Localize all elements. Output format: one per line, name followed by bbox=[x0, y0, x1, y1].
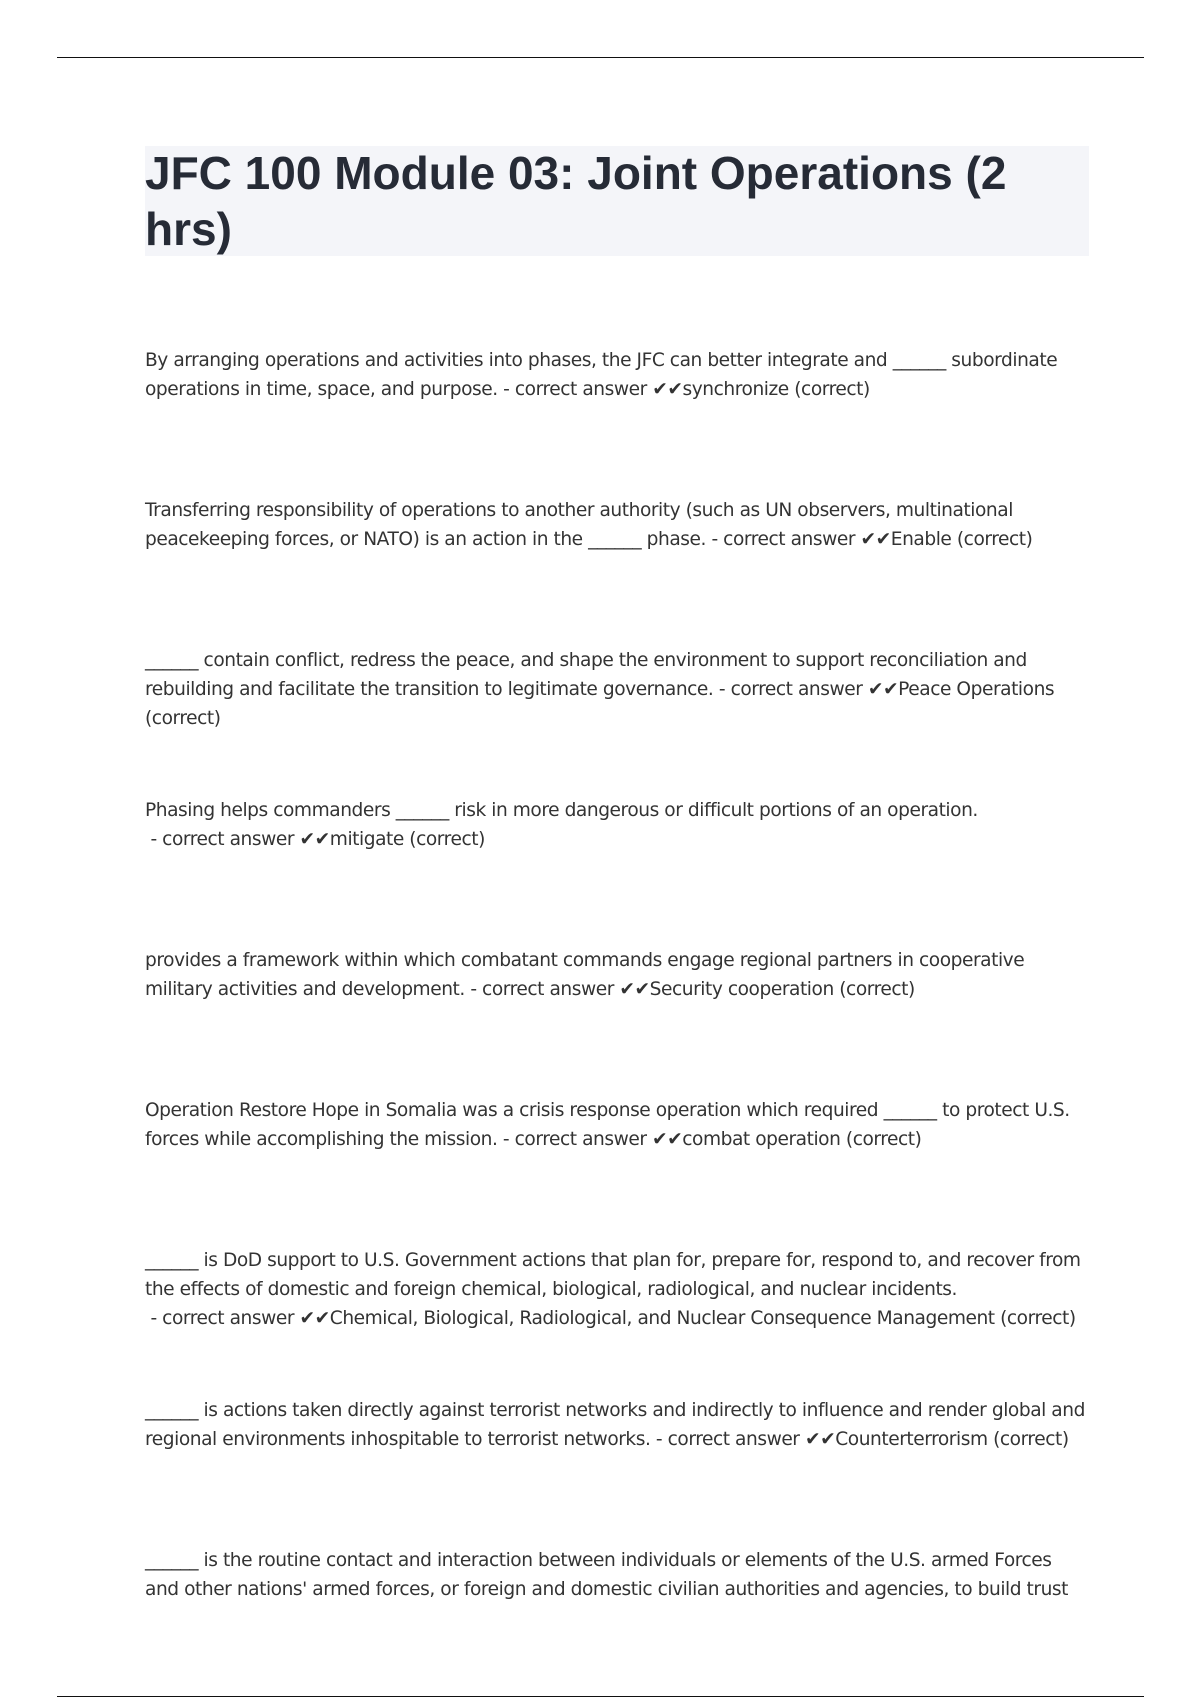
answer-separator: - correct answer bbox=[650, 1429, 805, 1450]
answer-text: mitigate (correct) bbox=[329, 829, 485, 850]
question-text: ______ is the routine contact and interaction between individuals or elements of the U.S. armed Forces and other nations' armed forces, or foreign and domestic civilian authorities and agencies, to build trust bbox=[145, 1550, 1069, 1600]
question-item-7 bbox=[145, 1246, 1085, 1396]
check-mark-icon: ✔✔ bbox=[619, 979, 650, 1000]
check-mark-icon: ✔✔ bbox=[867, 679, 899, 700]
answer-separator: - correct answer bbox=[145, 1308, 300, 1329]
check-mark-icon: ✔✔ bbox=[804, 1429, 836, 1450]
question-text: Transferring responsibility of operations to another authority (such as UN observers, multinational peacekeeping forces, or NATO) is an action in the ______ phase. bbox=[145, 500, 1013, 550]
answer-text: synchronize (correct) bbox=[682, 379, 870, 400]
question-text: Operation Restore Hope in Somalia was a crisis response operation which required ______ to protect U.S. forces while accomplishing the mission. bbox=[145, 1100, 1070, 1150]
question-text: ______ contain conflict, redress the peace, and shape the environment to support reconciliation and rebuilding and facilitate the transition to legitimate governance. bbox=[145, 650, 1027, 700]
answer-separator: - correct answer bbox=[497, 1129, 652, 1150]
check-mark-icon: ✔✔ bbox=[299, 1308, 330, 1329]
question-text: Phasing helps commanders ______ risk in more dangerous or difficult portions of an operation. bbox=[145, 800, 978, 821]
question-item-9 bbox=[145, 1546, 1085, 1696]
answer-separator: - correct answer bbox=[145, 829, 300, 850]
answer-text: Enable (correct) bbox=[890, 529, 1033, 550]
question-item-4 bbox=[145, 796, 1085, 946]
question-list bbox=[145, 346, 1085, 1696]
check-mark-icon: ✔✔ bbox=[860, 529, 891, 550]
check-mark-icon: ✔✔ bbox=[651, 1129, 683, 1150]
question-text: ______ is actions taken directly against terrorist networks and indirectly to influence and render global and regional environments inhospitable to terrorist networks. bbox=[145, 1400, 1085, 1450]
answer-text: Chemical, Biological, Radiological, and Nuclear Consequence Management (correct) bbox=[329, 1308, 1076, 1329]
answer-separator: - correct answer bbox=[497, 379, 653, 400]
question-text: By arranging operations and activities into phases, the JFC can better integrate and ______ subordinate operations in time, space, and purpose. bbox=[145, 350, 1058, 400]
check-mark-icon: ✔✔ bbox=[299, 829, 330, 850]
question-item-2 bbox=[145, 496, 1085, 646]
question-item-6 bbox=[145, 1096, 1085, 1246]
question-text: ______ is DoD support to U.S. Government actions that plan for, prepare for, respond to, and recover from the effects of domestic and foreign chemical, biological, radiological, and nuclear incidents. bbox=[145, 1250, 1081, 1300]
answer-text: Counterterrorism (correct) bbox=[835, 1429, 1069, 1450]
question-item-1 bbox=[145, 346, 1085, 496]
answer-text: combat operation (correct) bbox=[682, 1129, 922, 1150]
answer-separator: - correct answer bbox=[464, 979, 620, 1000]
question-text: provides a framework within which combatant commands engage regional partners in cooperative military activities and development. bbox=[145, 950, 1025, 1000]
check-mark-icon: ✔✔ bbox=[652, 379, 683, 400]
document-title: JFC 100 Module 03: Joint Operations (2 hrs) bbox=[145, 147, 1007, 255]
answer-text: Peace Operations (correct) bbox=[145, 679, 1055, 729]
question-item-5 bbox=[145, 946, 1085, 1096]
question-item-3 bbox=[145, 646, 1085, 796]
header-rule bbox=[57, 57, 1144, 58]
footer-rule bbox=[57, 1696, 1144, 1697]
question-item-8 bbox=[145, 1396, 1085, 1546]
answer-separator: - correct answer bbox=[713, 679, 868, 700]
answer-separator: - correct answer bbox=[706, 529, 861, 550]
answer-text: Security cooperation (correct) bbox=[649, 979, 915, 1000]
